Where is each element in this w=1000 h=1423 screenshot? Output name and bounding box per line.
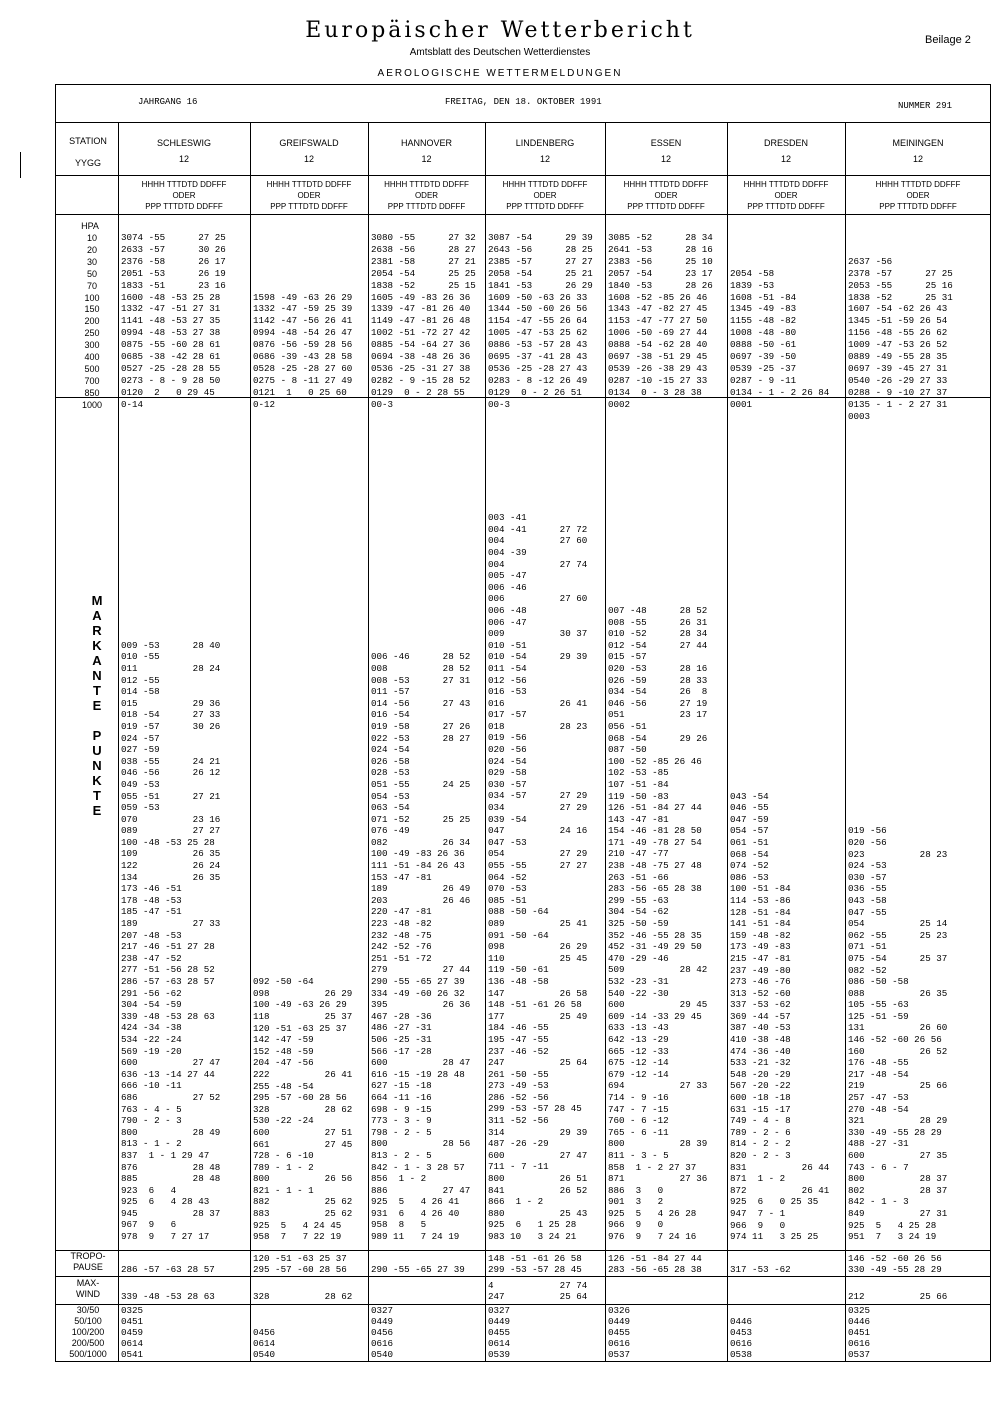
markante-punkte-data: 006 -46 28 52 008 28 52 008 -53 27 31 011 -57 014 -56 27 43 016 -54 019 -58 27 26 022 -53 28 27 024 -54 026 -58 028 -53 051 -55 24 25 054 -53 063 -54 071 -52 25 25 076 -49 082 26 34 100 -49 -83 26 36 111 -51 -84 26 43 153 -47 -81 189 26 49 203 26 46 220 -47 -81 223 -48 -82 232 -48 -75 242 -52 -76 251 -51 -72 279 27 44 290 -55 -65 27 39 334 -49 -60 26 32 395 26 36 467 -28 -36 486 -27 -31 506 -25 -31 566 -17 -28 600 28 47 616 -15 -19 28 48 627 -15 -18 664 -11 -16 698 - 9 -15 773 - 3 - 9 798 - 2 - 5 800 28 56 813 - 2 - 5 842 - 1 - 3 28 57 856 1 - 2 886 27 47 925 5 4 26 41 931 6 4 26 40 958 8 5 989 11 7 24 19 xyxy=(371,651,471,1243)
col-sep xyxy=(368,122,369,1362)
station-yygg: 12 xyxy=(912,154,923,164)
column-head-line3: PPP TTTDTD DDFFF xyxy=(387,202,466,211)
markante-punkte-data: 092 -50 -64 098 26 29 100 -49 -63 26 29 118 25 37 120 -51 -63 25 37 142 -47 -59 152 -48 -59 204 -47 -56 222 26 41 255 -48 -54 295 -57 -60 28 56 328 28 62 530 -22 -24 600 27 51 661 27 45 728 - 6 -10 789 - 1 - 2 800 26 56 821 - 1 - 1 882 25 62 883 25 62 925 5 4 24 45 958 7 7 22 19 xyxy=(253,976,353,1243)
station-yygg: 12 xyxy=(303,154,314,164)
report-subtitle: Amtsblatt des Deutschen Wetterdienstes xyxy=(409,47,591,58)
station-name: SCHLESWIG xyxy=(156,138,211,148)
column-head-line2: ODER xyxy=(654,191,678,200)
column-head-line1: HHHH TTTDTD DDFFF xyxy=(743,180,829,189)
station-yygg: 12 xyxy=(780,154,791,164)
shear-data: 0446 0453 0616 0538 xyxy=(730,1316,753,1360)
column-head-line2: ODER xyxy=(414,191,439,200)
col-sep xyxy=(250,122,251,1362)
shear-data: 0327 0449 0456 0616 0540 xyxy=(371,1305,394,1360)
station-label: STATION xyxy=(69,136,107,146)
yygg-label: YYGG xyxy=(74,158,101,168)
maxwind-label: MAX- WIND xyxy=(76,1278,100,1299)
column-head-line1: HHHH TTTDTD DDFFF xyxy=(875,180,961,189)
standard-levels-data: 3080 -55 27 32 2638 -56 28 27 2381 -58 27 21 2054 -54 25 25 1838 -52 25 15 1605 -49 -83 26 36 1339 -47 -81 26 40 1149 -47 -81 26 48 1002 -51 -72 27 42 0885 -54 -64 27 36 0694 -38 -48 26 36 0536 -25 -31 27 38 0282 - 9 -15 28 52 0129 0 - 2 28 55 00-3 xyxy=(371,232,476,410)
row-sep xyxy=(55,214,991,215)
maxwind-data: 328 28 62 xyxy=(253,1291,353,1302)
standard-levels-data: 3085 -52 28 34 2641 -53 28 16 2383 -56 25 10 2057 -54 23 17 1840 -53 28 26 1608 -52 -85 26 46 1343 -47 -82 27 45 1153 -47 -77 27 50 1006 -50 -69 27 44 0888 -54 -62 28 40 0697 -38 -51 29 45 0539 -26 -38 29 43 0287 -10 -15 27 33 0134 0 - 3 28 38 0002 xyxy=(608,232,713,410)
column-head-line3: PPP TTTDTD DDFFF xyxy=(506,202,584,211)
col-sep xyxy=(845,122,846,1362)
col-sep xyxy=(118,122,119,1362)
maxwind-data: 4 27 74 247 25 64 xyxy=(488,1280,588,1302)
markante-punkte-data: 043 -54 046 -55 047 -59 054 -57 061 -51 068 -54 074 -52 086 -53 100 -51 -84 114 -53 -86 128 -51 -84 141 -51 -84 159 -48 -82 173 -49 -83 215 -47 -81 237 -49 -80 273 -46 -76 313 -52 -60 337 -53 -62 369 -44 -57 387 -40 -53 410 -38 -48 474 -36 -40 533 -21 -32 548 -20 -29 567 -20 -22 600 -18 -18 631 -15 -17 749 - 4 - 8 789 - 2 - 6 814 - 2 - 2 820 - 2 - 3 831 26 44 871 1 - 2 872 26 41 925 6 0 25 35 947 7 - 1 966 9 0 974 11 3 25 25 xyxy=(730,790,830,1243)
column-head-line3: PPP TTTDTD DDFFF xyxy=(270,202,348,211)
tropopause-data: 290 -55 -65 27 39 xyxy=(371,1264,465,1275)
standard-levels-data: 2637 -56 2378 -57 27 25 2053 -55 25 16 1838 -52 25 31 1607 -54 -62 26 43 1345 -51 -59 26 54 1156 -48 -55 26 62 1009 -47 -53 26 52 0889 -49 -55 28 35 0697 -39 -45 27 31 0540 -26 -29 27 33 0288 - 9 -10 27 37 0135 - 1 - 2 27 31 0003 xyxy=(848,255,953,422)
station-name: LINDENBERG xyxy=(515,138,575,148)
column-head-line2: ODER xyxy=(172,191,196,200)
col-sep xyxy=(485,122,486,1362)
column-head-line1: HHHH TTTDTD DDFFF xyxy=(623,180,709,189)
column-head-line1: HHHH TTTDTD DDFFF xyxy=(384,180,469,189)
tropopause-label: TROPO- PAUSE xyxy=(70,1251,106,1272)
column-head-line2: ODER xyxy=(774,191,798,200)
shear-data: 0327 0449 0455 0614 0539 xyxy=(488,1305,511,1360)
column-head-line1: HHHH TTTDTD DDFFF xyxy=(141,180,227,189)
station-name: ESSEN xyxy=(650,138,682,148)
markante-punkte-data: 003 -41 004 -41 27 72 004 27 60 004 -39 004 27 74 005 -47 006 -46 006 27 60 006 -48 006 -47 009 30 37 010 -51 010 -54 29 39 011 -54 012 -56 016 -53 016 26 41 017 -57 018 28 23 019 -56 020 -56 024 -54 029 -58 030 -57 034 -57 27 29 034 27 29 039 -54 047 24 16 047 -53 054 27 29 055 -55 27 27 064 -52 070 -53 085 -51 088 -50 -64 089 25 41 091 -50 -64 098 26 29 110 25 45 119 -50 -61 136 -48 -58 147 26 58 148 -51 -61 26 58 177 25 49 184 -46 -55 195 -47 -55 237 -46 -52 247 25 64 261 -50 -55 273 -49 -53 286 -52 -56 299 -53 -57 28 45 311 -52 -56 314 29 39 487 -26 -29 600 27 47 711 - 7 -11 800 26 51 841 26 52 866 1 - 2 880 25 43 925 6 1 25 28 983 10 3 24 21 xyxy=(488,512,588,1242)
shear-levels: 30/50 50/100 100/200 200/500 500/1000 xyxy=(69,1305,107,1359)
tropopause-data: 317 -53 -62 xyxy=(730,1264,791,1275)
station-name: DRESDEN xyxy=(763,138,808,148)
shear-data: 0325 0446 0451 0616 0537 xyxy=(848,1305,871,1360)
tropopause-data: 148 -51 -61 26 58 299 -53 -57 28 45 xyxy=(488,1253,582,1275)
hpa-label: HPA xyxy=(81,221,99,231)
markante-punkte-data: 019 -56 020 -56 023 28 23 024 -53 030 -57 036 -55 043 -58 047 -55 054 25 14 062 -55 25 23 071 -51 075 -54 25 37 082 -52 086 -50 -58 088 26 35 105 -55 -63 125 -51 -59 131 26 60 146 -52 -60 26 56 160 26 52 176 -48 -55 217 -48 -54 219 25 66 257 -47 -53 270 -48 -54 321 28 29 330 -49 -55 28 29 488 -27 -31 600 27 35 743 - 6 - 7 800 28 37 802 28 37 842 - 1 - 3 849 27 31 925 5 4 25 28 951 7 3 24 19 xyxy=(848,825,948,1243)
station-yygg: 12 xyxy=(421,154,432,164)
tropopause-data: 146 -52 -60 26 56 330 -49 -55 28 29 xyxy=(848,1253,942,1275)
station-yygg: 12 xyxy=(660,154,671,164)
station-name: MEININGEN xyxy=(892,138,944,148)
hpa-levels: 10 20 30 50 70 100 150 200 250 300 400 500 700 850 1000 xyxy=(81,233,103,410)
jahrgang-label: JAHRGANG 16 xyxy=(138,97,198,107)
column-head-line3: PPP TTTDTD DDFFF xyxy=(145,202,223,211)
column-head-line3: PPP TTTDTD DDFFF xyxy=(627,202,705,211)
beilage-label: Beilage 2 xyxy=(925,34,971,46)
markante-punkte-label: M A R K A N T E P U N K T E xyxy=(91,593,103,818)
station-yygg: 12 xyxy=(178,154,189,164)
standard-levels-data: 3074 -55 27 25 2633 -57 30 26 2376 -58 26 17 2051 -53 26 19 1833 -51 23 16 1600 -48 -53 25 28 1332 -47 -51 27 31 1141 -48 -53 27 35 0994 -48 -53 27 38 0875 -55 -60 28 61 0685 -38 -42 28 61 0527 -25 -28 28 55 0273 - 8 - 9 28 50 0120 2 0 29 45 0-14 xyxy=(121,232,226,410)
standard-levels-data: 2054 -58 1839 -53 1608 -51 -84 1345 -49 -83 1155 -48 -82 1008 -48 -80 0888 -50 -61 0697 -39 -50 0539 -25 -37 0287 - 9 -11 0134 - 1 - 2 26 84 0001 xyxy=(730,267,830,410)
margin-mark xyxy=(20,152,21,178)
column-head-line3: PPP TTTDTD DDFFF xyxy=(879,202,957,211)
markante-punkte-data: 009 -53 28 40 010 -55 011 28 24 012 -55 014 -58 015 29 36 018 -54 27 33 019 -57 30 26 024 -57 027 -59 038 -55 24 21 046 -56 26 12 049 -53 055 -51 27 21 059 -53 070 23 16 089 27 27 100 -48 -53 25 28 109 26 35 122 26 24 134 26 35 173 -46 -51 178 -48 -53 185 -47 -51 189 27 33 207 -48 -53 217 -46 -51 27 28 238 -47 -52 277 -51 -56 28 52 286 -57 -63 28 57 291 -56 -62 304 -54 -59 339 -48 -53 28 63 424 -34 -38 534 -22 -24 569 -19 -20 600 27 47 636 -13 -14 27 44 666 -10 -11 686 27 52 763 - 4 - 5 790 - 2 - 3 800 28 49 813 - 1 - 2 837 1 - 1 29 47 876 28 48 885 28 48 923 6 4 925 6 4 28 43 945 28 37 967 9 6 978 9 7 27 17 xyxy=(121,639,221,1243)
column-head-line2: ODER xyxy=(906,191,930,200)
standard-levels-data: 1598 -49 -63 26 29 1332 -47 -59 25 39 1142 -47 -56 26 41 0994 -48 -54 26 47 0876 -56 -59 28 56 0686 -39 -43 28 58 0528 -25 -28 27 60 0275 - 8 -11 27 49 0121 1 0 25 60 0-12 xyxy=(253,291,353,410)
date-label: FREITAG, DEN 18. OKTOBER 1991 xyxy=(445,97,602,107)
shear-data: 0326 0449 0455 0616 0537 xyxy=(608,1305,631,1360)
tropopause-data: 126 -51 -84 27 44 283 -56 -65 28 38 xyxy=(608,1253,702,1275)
row-sep xyxy=(55,175,991,176)
station-name: GREIFSWALD xyxy=(279,138,339,148)
col-sep xyxy=(727,122,728,1362)
col-sep xyxy=(605,122,606,1362)
column-head-line3: PPP TTTDTD DDFFF xyxy=(747,202,825,211)
report-section-title: AEROLOGISCHE WETTERMELDUNGEN xyxy=(377,68,623,79)
station-name: HANNOVER xyxy=(400,138,452,148)
shear-data: 0325 0451 0459 0614 0541 xyxy=(121,1305,144,1360)
standard-levels-data: 3087 -54 29 39 2643 -56 28 25 2385 -57 27 27 2058 -54 25 21 1841 -53 26 29 1609 -50 -63 26 33 1344 -50 -60 26 56 1154 -47 -55 26 64 1005 -47 -53 25 62 0886 -53 -57 28 43 0695 -37 -41 28 43 0536 -25 -28 27 43 0283 - 8 -12 26 49 0129 0 - 2 26 51 00-3 xyxy=(488,232,593,410)
column-head-line2: ODER xyxy=(533,191,557,200)
nummer-label: NUMMER 291 xyxy=(898,101,953,111)
row-sep xyxy=(55,1250,991,1251)
column-head-line1: HHHH TTTDTD DDFFF xyxy=(266,180,352,189)
markante-punkte-data: 007 -48 28 52 008 -55 26 31 010 -52 28 34 012 -54 27 44 015 -57 020 -53 28 16 026 -59 28 33 034 -54 26 8 046 -56 27 19 051 23 17 056 -51 068 -54 29 26 087 -50 100 -52 -85 26 46 102 -53 -85 107 -51 -84 119 -50 -83 126 -51 -84 27 44 143 -47 -81 154 -46 -81 28 50 171 -49 -78 27 54 210 -47 -77 238 -48 -75 27 48 263 -51 -66 283 -56 -65 28 38 299 -55 -63 304 -54 -62 325 -50 -59 352 -46 -55 28 35 452 -31 -49 29 50 470 -29 -46 509 28 42 532 -23 -31 540 -22 -30 600 29 45 609 -14 -33 29 45 633 -13 -43 642 -13 -29 665 -12 -33 675 -12 -14 679 -12 -14 694 27 33 714 - 9 -16 747 - 7 -15 760 - 6 -12 765 - 6 -11 800 28 39 811 - 3 - 5 858 1 - 2 27 37 871 27 36 886 3 0 901 3 2 925 5 4 26 28 966 9 0 976 9 7 24 16 xyxy=(608,605,708,1243)
tropopause-data: 286 -57 -63 28 57 xyxy=(121,1264,215,1275)
column-head-line2: ODER xyxy=(297,191,321,200)
maxwind-data: 339 -48 -53 28 63 xyxy=(121,1291,215,1302)
shear-data: 0456 0614 0540 xyxy=(253,1327,276,1360)
report-title: Europäischer Wetterbericht xyxy=(305,18,695,43)
row-sep xyxy=(55,1276,991,1277)
station-yygg: 12 xyxy=(539,154,550,164)
column-head-line1: HHHH TTTDTD DDFFF xyxy=(502,180,588,189)
maxwind-data: 212 25 66 xyxy=(848,1291,948,1302)
tropopause-data: 120 -51 -63 25 37 295 -57 -60 28 56 xyxy=(253,1253,347,1275)
